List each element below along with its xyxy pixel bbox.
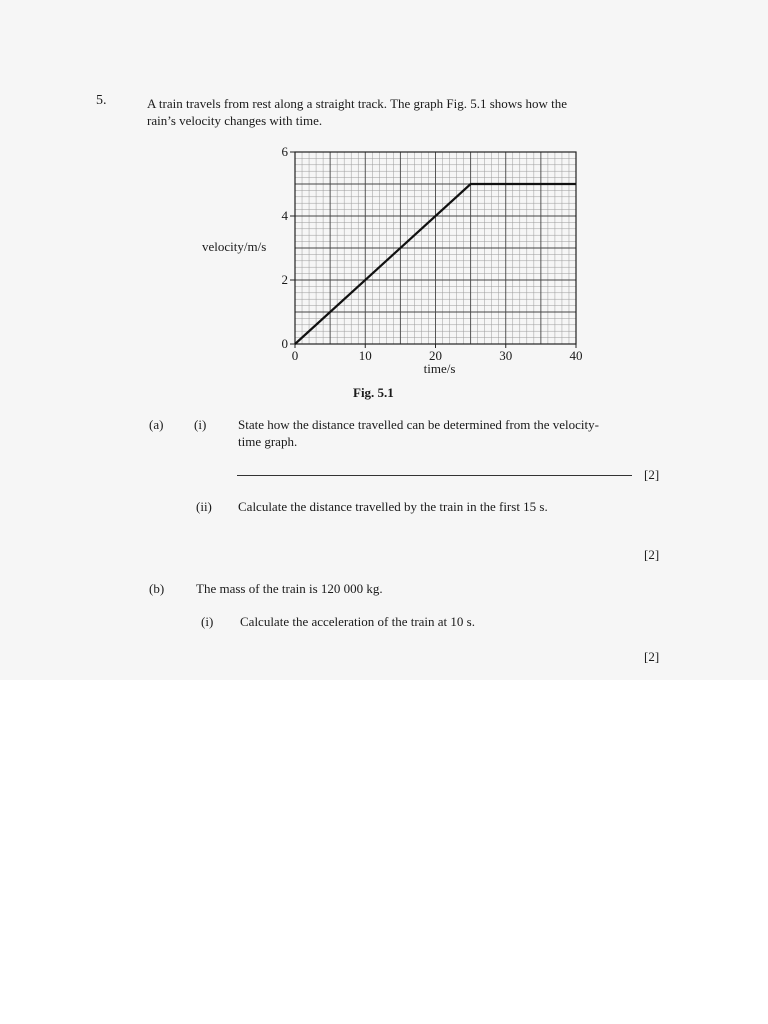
part-a-ii-text: Calculate the distance travelled by the train in the first 15 s. — [238, 499, 548, 514]
part-a-i-marks: [2] — [644, 467, 660, 482]
y-tick-label: 6 — [281, 144, 288, 159]
part-a-ii-marks: [2] — [644, 547, 660, 562]
question-number: 5. — [96, 93, 107, 108]
x-tick-label: 10 — [358, 348, 372, 363]
part-b-i-label: (i) — [201, 614, 214, 629]
question-intro-line-2: rain’s velocity changes with time. — [147, 113, 323, 128]
x-tick-label: 40 — [569, 348, 583, 363]
part-a-i-label: (i) — [194, 417, 207, 432]
y-tick-label: 0 — [281, 336, 288, 351]
x-tick-label: 20 — [429, 348, 442, 363]
chart-ticks — [282, 144, 583, 363]
y-tick-label: 2 — [281, 272, 288, 287]
part-b-text: The mass of the train is 120 000 kg. — [196, 581, 383, 596]
part-a-i-text-line-2: time graph. — [238, 434, 298, 449]
chart-x-axis-label: time/s — [423, 361, 456, 376]
answer-line[interactable] — [237, 475, 632, 476]
part-a-label: (a) — [149, 417, 164, 432]
question-intro-line-1: A train travels from rest along a straight track. The graph Fig. 5.1 shows how the — [147, 96, 568, 111]
x-tick-label: 30 — [499, 348, 513, 363]
chart-y-axis-label: velocity/m/s — [202, 239, 267, 254]
y-tick-label: 4 — [281, 208, 288, 223]
velocity-time-chart — [0, 0, 768, 400]
part-b-label: (b) — [149, 581, 165, 596]
part-b-i-text: Calculate the acceleration of the train at 10 s. — [240, 614, 475, 629]
part-b-i-marks: [2] — [644, 649, 660, 664]
figure-caption: Fig. 5.1 — [353, 385, 394, 400]
part-a-ii-label: (ii) — [196, 499, 212, 514]
x-tick-label: 0 — [291, 348, 299, 363]
part-a-i-text-line-1: State how the distance travelled can be determined from the velocity- — [238, 417, 599, 432]
